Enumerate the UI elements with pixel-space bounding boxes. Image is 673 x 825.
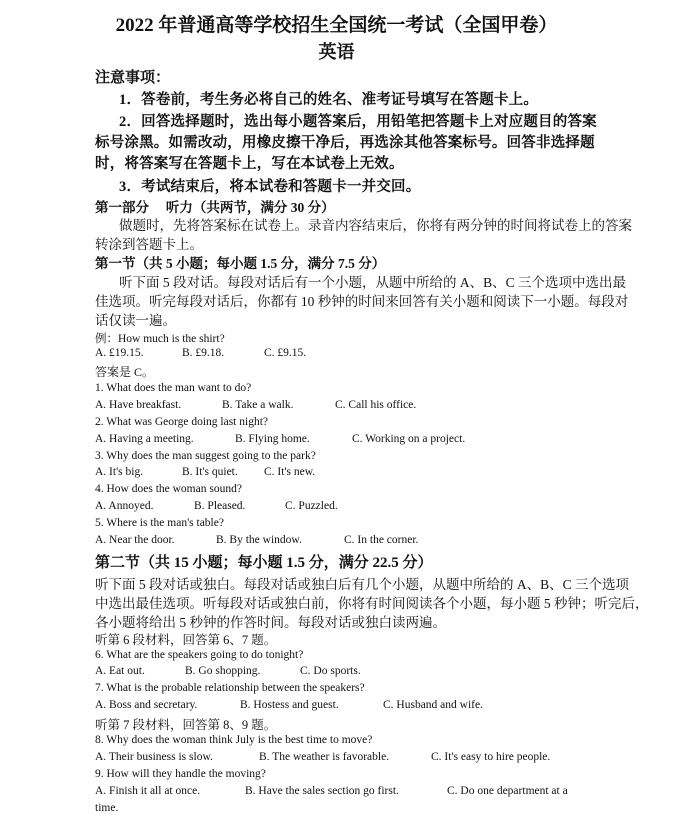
option-a: A. Finish it all at once. [95, 785, 201, 797]
section1-intro-line-2: 佳选项。听完每段对话后，你都有 10 秒钟的时间来回答有关小题和阅读下一小题。每段对 [95, 294, 629, 309]
notice-heading: 注意事项： [95, 70, 171, 86]
option-b: B. Hostess and guest. [240, 699, 339, 711]
part1-intro-line-1: 做题时，先将答案标在试卷上。录音内容结束后，你将有两分钟的时间将试卷上的答案 [119, 218, 632, 233]
option-c: C. Do one department at a [447, 785, 568, 797]
question-5: 5. Where is the man's table? [95, 517, 224, 529]
question-6: 6. What are the speakers going to do tonight? [95, 649, 304, 661]
question-2: 2. What was George doing last night? [95, 416, 268, 428]
notice-item-2-line-3: 时，将答案写在答题卡上，写在本试卷上无效。 [95, 156, 404, 172]
option-b: B. Go shopping. [185, 665, 261, 677]
option-a: A. £19.15. [95, 347, 144, 359]
section2-heading: 第二节（共 15 小题；每小题 1.5 分，满分 22.5 分） [95, 555, 433, 571]
option-c: C. Call his office. [335, 399, 417, 411]
section1-intro-line-1: 听下面 5 段对话。每段对话后有一个小题，从题中所给的 A、B、C 三个选项中选出最 [119, 275, 627, 290]
section1-intro-line-3: 话仅读一遍。 [95, 313, 176, 328]
option-a: A. Have breakfast. [95, 399, 182, 411]
option-b: B. Have the sales section go first. [245, 785, 399, 797]
section1-heading: 第一节（共 5 小题；每小题 1.5 分，满分 7.5 分） [95, 256, 386, 271]
option-b: B. Take a walk. [222, 399, 294, 411]
question-7: 7. What is the probable relationship between the speakers? [95, 682, 365, 694]
notice-item-3: 3．考试结束后，将本试卷和答题卡一并交回。 [119, 179, 421, 195]
notice-item-1: 1．答卷前，考生务必将自己的姓名、准考证号填写在答题卡上。 [119, 92, 539, 108]
group-6-instruction: 听第 6 段材料，回答第 6、7 题。 [95, 633, 277, 647]
section2-intro-line-3: 各小题将给出 5 秒钟的作答时间。每段对话或独白读两遍。 [95, 615, 446, 630]
option-a: A. Boss and secretary. [95, 699, 198, 711]
question-9: 9. How will they handle the moving? [95, 768, 266, 780]
notice-item-2-line-1: 2．回答选择题时，选出每小题答案后，用铅笔把答题卡上对应题目的答案 [119, 114, 597, 130]
option-b: B. Flying home. [235, 433, 310, 445]
question-9-option-c-continuation: time. [95, 802, 119, 814]
question-8: 8. Why does the woman think July is the best time to move? [95, 734, 373, 746]
option-a: A. Having a meeting. [95, 433, 194, 445]
option-c: C. Do sports. [300, 665, 361, 677]
question-4: 4. How does the woman sound? [95, 483, 242, 495]
section2-intro-line-2: 中选出最佳选项。听每段对话或独白前，你将有时间阅读各个小题，每小题 5 秒钟；听完后， [95, 596, 649, 611]
option-b: B. It's quiet. [182, 466, 238, 478]
option-b: B. The weather is favorable. [259, 751, 390, 763]
option-b: B. Pleased. [194, 500, 246, 512]
group-7-instruction: 听第 7 段材料，回答第 8、9 题。 [95, 718, 277, 732]
example-answer: 答案是 C。 [95, 365, 155, 379]
option-b: B. £9.18. [182, 347, 225, 359]
exam-title: 2022 年普通高等学校招生全国统一考试（全国甲卷） [115, 15, 558, 36]
option-a: A. Annoyed. [95, 500, 154, 512]
notice-item-2-line-2: 标号涂黑。如需改动，用橡皮擦干净后，再选涂其他答案标号。回答非选择题 [95, 135, 595, 151]
option-c: C. Working on a project. [352, 433, 466, 445]
option-a: A. It's big. [95, 466, 144, 478]
part1-heading: 第一部分 听力（共两节，满分 30 分） [95, 200, 335, 215]
option-a: A. Eat out. [95, 665, 145, 677]
option-a: A. Their business is slow. [95, 751, 213, 763]
option-c: C. It's new. [264, 466, 316, 478]
option-c: C. It's easy to hire people. [431, 751, 551, 763]
exam-subject: 英语 [318, 42, 355, 62]
option-c: C. In the corner. [344, 534, 419, 546]
option-c: C. Husband and wife. [383, 699, 483, 711]
part1-intro-line-2: 转涂到答题卡上。 [95, 237, 203, 252]
option-c: C. £9.15. [264, 347, 307, 359]
option-a: A. Near the door. [95, 534, 175, 546]
example-question: 例：How much is the shirt? [95, 333, 225, 345]
option-b: B. By the window. [216, 534, 302, 546]
question-1: 1. What does the man want to do? [95, 382, 252, 394]
question-3: 3. Why does the man suggest going to the park? [95, 450, 316, 462]
section2-intro-line-1: 听下面 5 段对话或独白。每段对话或独白后有几个小题，从题中所给的 A、B、C 三个选项 [95, 577, 630, 592]
option-c: C. Puzzled. [285, 500, 338, 512]
